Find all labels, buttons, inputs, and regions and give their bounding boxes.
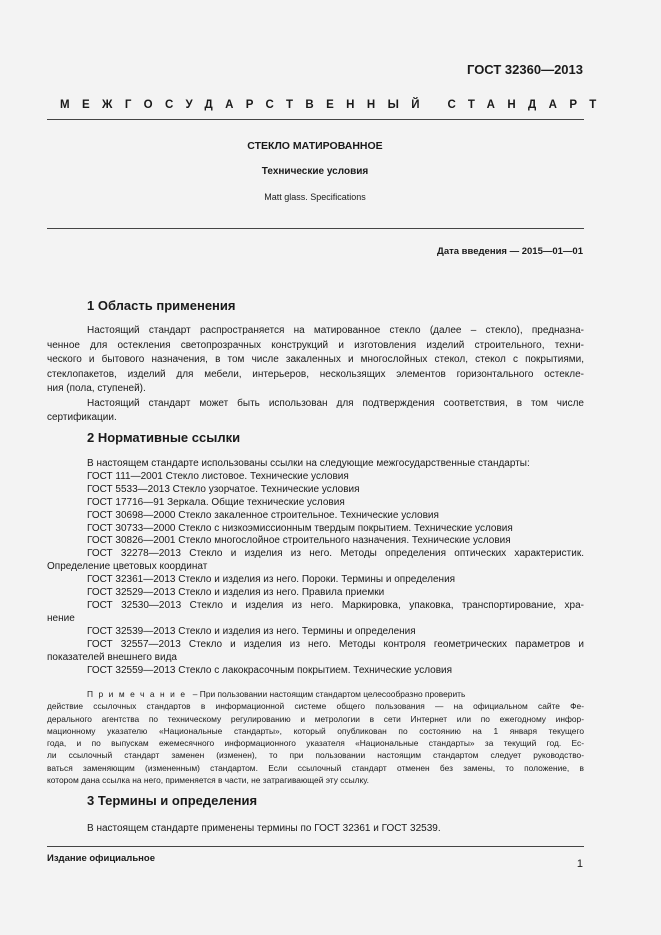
paragraph-line: ния (пола, ступеней). — [47, 383, 146, 394]
reference-item-continuation: Определение цветовых координат — [47, 561, 208, 573]
title-rule — [47, 228, 584, 229]
reference-item: ГОСТ 32529—2013 Стекло и изделия из него. Правила приемки — [87, 587, 385, 599]
section-1-body — [47, 324, 584, 426]
note-line: ваться заменяющим (измененным) стандартом. Если ссылочный стандарт отменен без замены, то положение, в — [47, 762, 584, 773]
note-label: Примечание — [87, 689, 191, 699]
reference-item-continuation: нение — [47, 612, 75, 624]
interstate-standard-banner: МЕЖГОСУДАРСТВЕННЫЙ СТАНДАРТ — [60, 99, 609, 111]
document-title: СТЕКЛО МАТИРОВАННОЕ — [247, 140, 383, 152]
note-line: дерального агентства по техническому регулированию и метрологии в сети Интернет или по ежегодному инфор- — [47, 713, 584, 724]
section-2-body — [47, 458, 584, 677]
note-line: ли ссылочный стандарт заменен (изменен), то при пользовании настоящим стандартом следует руководство- — [47, 750, 584, 761]
note-line: котором дана ссылка на него, применяется в части, не затрагивающей эту ссылку. — [47, 775, 369, 786]
reference-item: ГОСТ 32530—2013 Стекло и изделия из него. Маркировка, упаковка, транспортирование, хра- — [87, 599, 584, 611]
reference-item: ГОСТ 30698—2000 Стекло закаленное строительное. Технические условия — [87, 509, 439, 521]
header-rule — [47, 119, 584, 120]
paragraph-line: стеклопакетов, изделий для мебели, интерьеров, нескользящих элементов горизонтального остекле- — [47, 368, 584, 380]
introduction-date: Дата введения — 2015—01—01 — [437, 246, 583, 257]
reference-item: ГОСТ 111—2001 Стекло листовое. Технические условия — [87, 470, 349, 482]
document-code: ГОСТ 32360—2013 — [467, 62, 583, 77]
reference-item: ГОСТ 32539—2013 Стекло и изделия из него. Термины и определения — [87, 625, 416, 637]
reference-item: ГОСТ 30826—2001 Стекло многослойное строительного назначения. Технические условия — [87, 535, 511, 547]
reference-item: ГОСТ 30733—2000 Стекло с низкоэмиссионным твердым покрытием. Технические условия — [87, 522, 513, 534]
paragraph-line: В настоящем стандарте применены термины по ГОСТ 32361 и ГОСТ 32539. — [87, 823, 441, 834]
note-line: – При пользовании настоящим стандартом целесообразно проверить — [190, 689, 466, 699]
section-1-heading: 1 Область применения — [87, 298, 236, 313]
note-line: мационному указателю «Национальные стандарты», который опубликован по состоянию на 1 января текущего — [47, 725, 584, 736]
document-subtitle: Технические условия — [261, 166, 369, 177]
page-number: 1 — [576, 858, 583, 870]
official-edition-label: Издание официальное — [47, 853, 155, 864]
paragraph-line: сертификации. — [47, 412, 117, 423]
reference-item: ГОСТ 32278—2013 Стекло и изделия из него. Методы определения оптических характеристик. — [87, 548, 584, 560]
reference-item: ГОСТ 32557—2013 Стекло и изделия из него. Методы контроля геометрических параметров и — [87, 638, 584, 650]
reference-item: ГОСТ 32559—2013 Стекло с лакокрасочным покрытием. Технические условия — [87, 664, 453, 676]
reference-note — [47, 688, 584, 786]
document-title-english: Matt glass. Specifications — [264, 192, 366, 202]
paragraph-line: ченное для остекления светопрозрачных конструкций и изготовления изделий строительного, техни- — [47, 339, 584, 351]
paragraph-line: Настоящий стандарт распространяется на матированное стекло (далее – стекло), предназна- — [87, 325, 584, 336]
reference-item: ГОСТ 17716—91 Зеркала. Общие технические условия — [87, 496, 345, 508]
paragraph-line: ческого и бытового назначения, в том числе закаленных и многослойных стекол, стекол с покрытиями, — [47, 354, 584, 365]
reference-item: ГОСТ 32361—2013 Стекло и изделия из него. Пороки. Термины и определения — [87, 574, 456, 586]
reference-intro: В настоящем стандарте использованы ссылки на следующие межгосударственные стандарты: — [87, 458, 530, 469]
footer-rule — [47, 846, 584, 847]
paragraph-line: Настоящий стандарт может быть использован для подтверждения соответствия, в том числе — [87, 397, 584, 409]
section-3-heading: 3 Термины и определения — [87, 793, 258, 808]
section-2-heading: 2 Нормативные ссылки — [87, 430, 241, 445]
reference-item: ГОСТ 5533—2013 Стекло узорчатое. Технические условия — [87, 483, 360, 495]
reference-item-continuation: показателей внешнего вида — [47, 651, 177, 663]
note-line: действие ссылочных стандартов в информационной системе общего пользования — на официальном сайте Фе- — [47, 701, 584, 712]
note-line: года, и по выпускам ежемесячного информационного указателя «Национальные стандарты» за текущий год. Ес- — [47, 738, 584, 749]
section-3-body — [47, 822, 584, 837]
